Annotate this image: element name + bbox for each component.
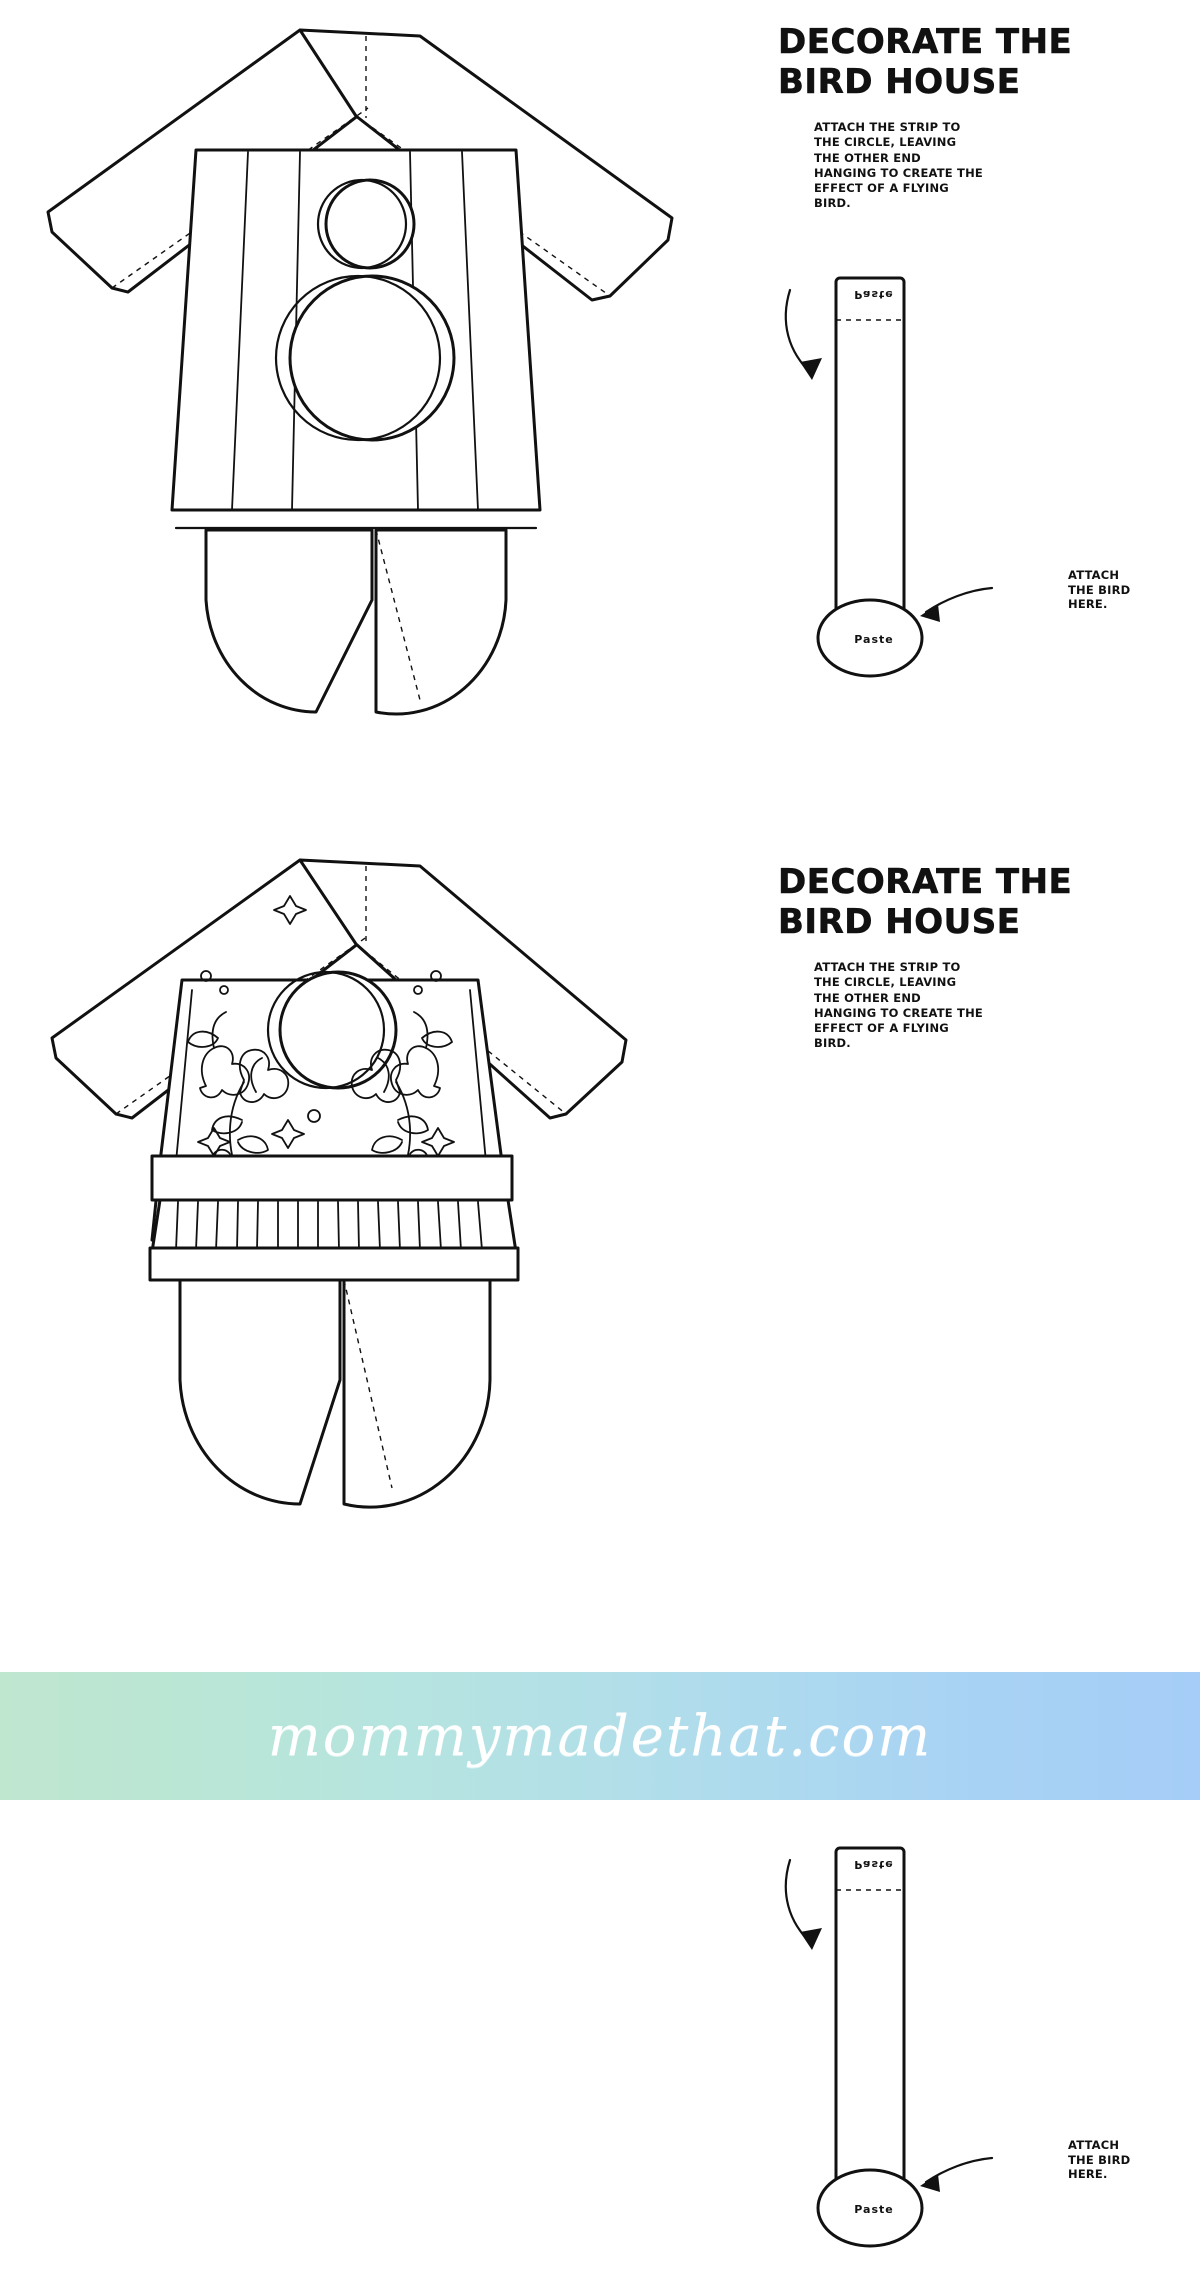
birdhouse-floral-drawing [0, 840, 780, 1670]
instructions-block-bottom [778, 862, 1178, 1051]
footer-watermark-bar [0, 1672, 1200, 1800]
heading-top-line1: DECORATE THE [778, 22, 1073, 62]
base-flap-floral [180, 1280, 490, 1507]
instructions-text-bottom: ATTACH THE STRIP TO THE CIRCLE, LEAVING THE OTHER END HANGING TO CREATE THE EFFECT OF A FLYING BIRD. [814, 960, 983, 1051]
base-flap-plain [206, 530, 506, 714]
heading-bottom [778, 862, 1178, 942]
watermark-text: mommymadethat.com [267, 1703, 933, 1769]
base-band-floral [150, 1156, 518, 1280]
birdhouse-plain-drawing [0, 0, 780, 840]
strip-top-paste-label: Paste [854, 288, 894, 301]
strip-top-paste-label-wrap [840, 283, 908, 302]
attach-bird-note-top: ATTACH THE BIRD HERE. [1068, 568, 1131, 612]
heading-bottom-line2: BIRD HOUSE [778, 902, 1021, 943]
strip-bottom-paste-label: Paste [854, 1858, 894, 1871]
strip-bottom-circle-paste-label-wrap [836, 2198, 912, 2217]
strip-bottom-paste-label-wrap [840, 1853, 908, 1872]
attach-bird-note-bottom: ATTACH THE BIRD HERE. [1068, 2138, 1131, 2182]
strip-bottom-circle-paste-label: Paste [854, 2203, 894, 2216]
heading-top [778, 22, 1178, 102]
heading-top-line2: BIRD HOUSE [778, 62, 1021, 103]
instructions-text-top: ATTACH THE STRIP TO THE CIRCLE, LEAVING THE OTHER END HANGING TO CREATE THE EFFECT OF A FLYING BIRD. [814, 120, 983, 211]
instructions-block-top [778, 22, 1178, 211]
birdhouse-template-plain [0, 0, 1200, 840]
heading-bottom-line1: DECORATE THE [778, 862, 1073, 902]
strip-circle-paste-label-wrap [836, 628, 912, 647]
strip-circle-paste-label: Paste [854, 633, 894, 646]
